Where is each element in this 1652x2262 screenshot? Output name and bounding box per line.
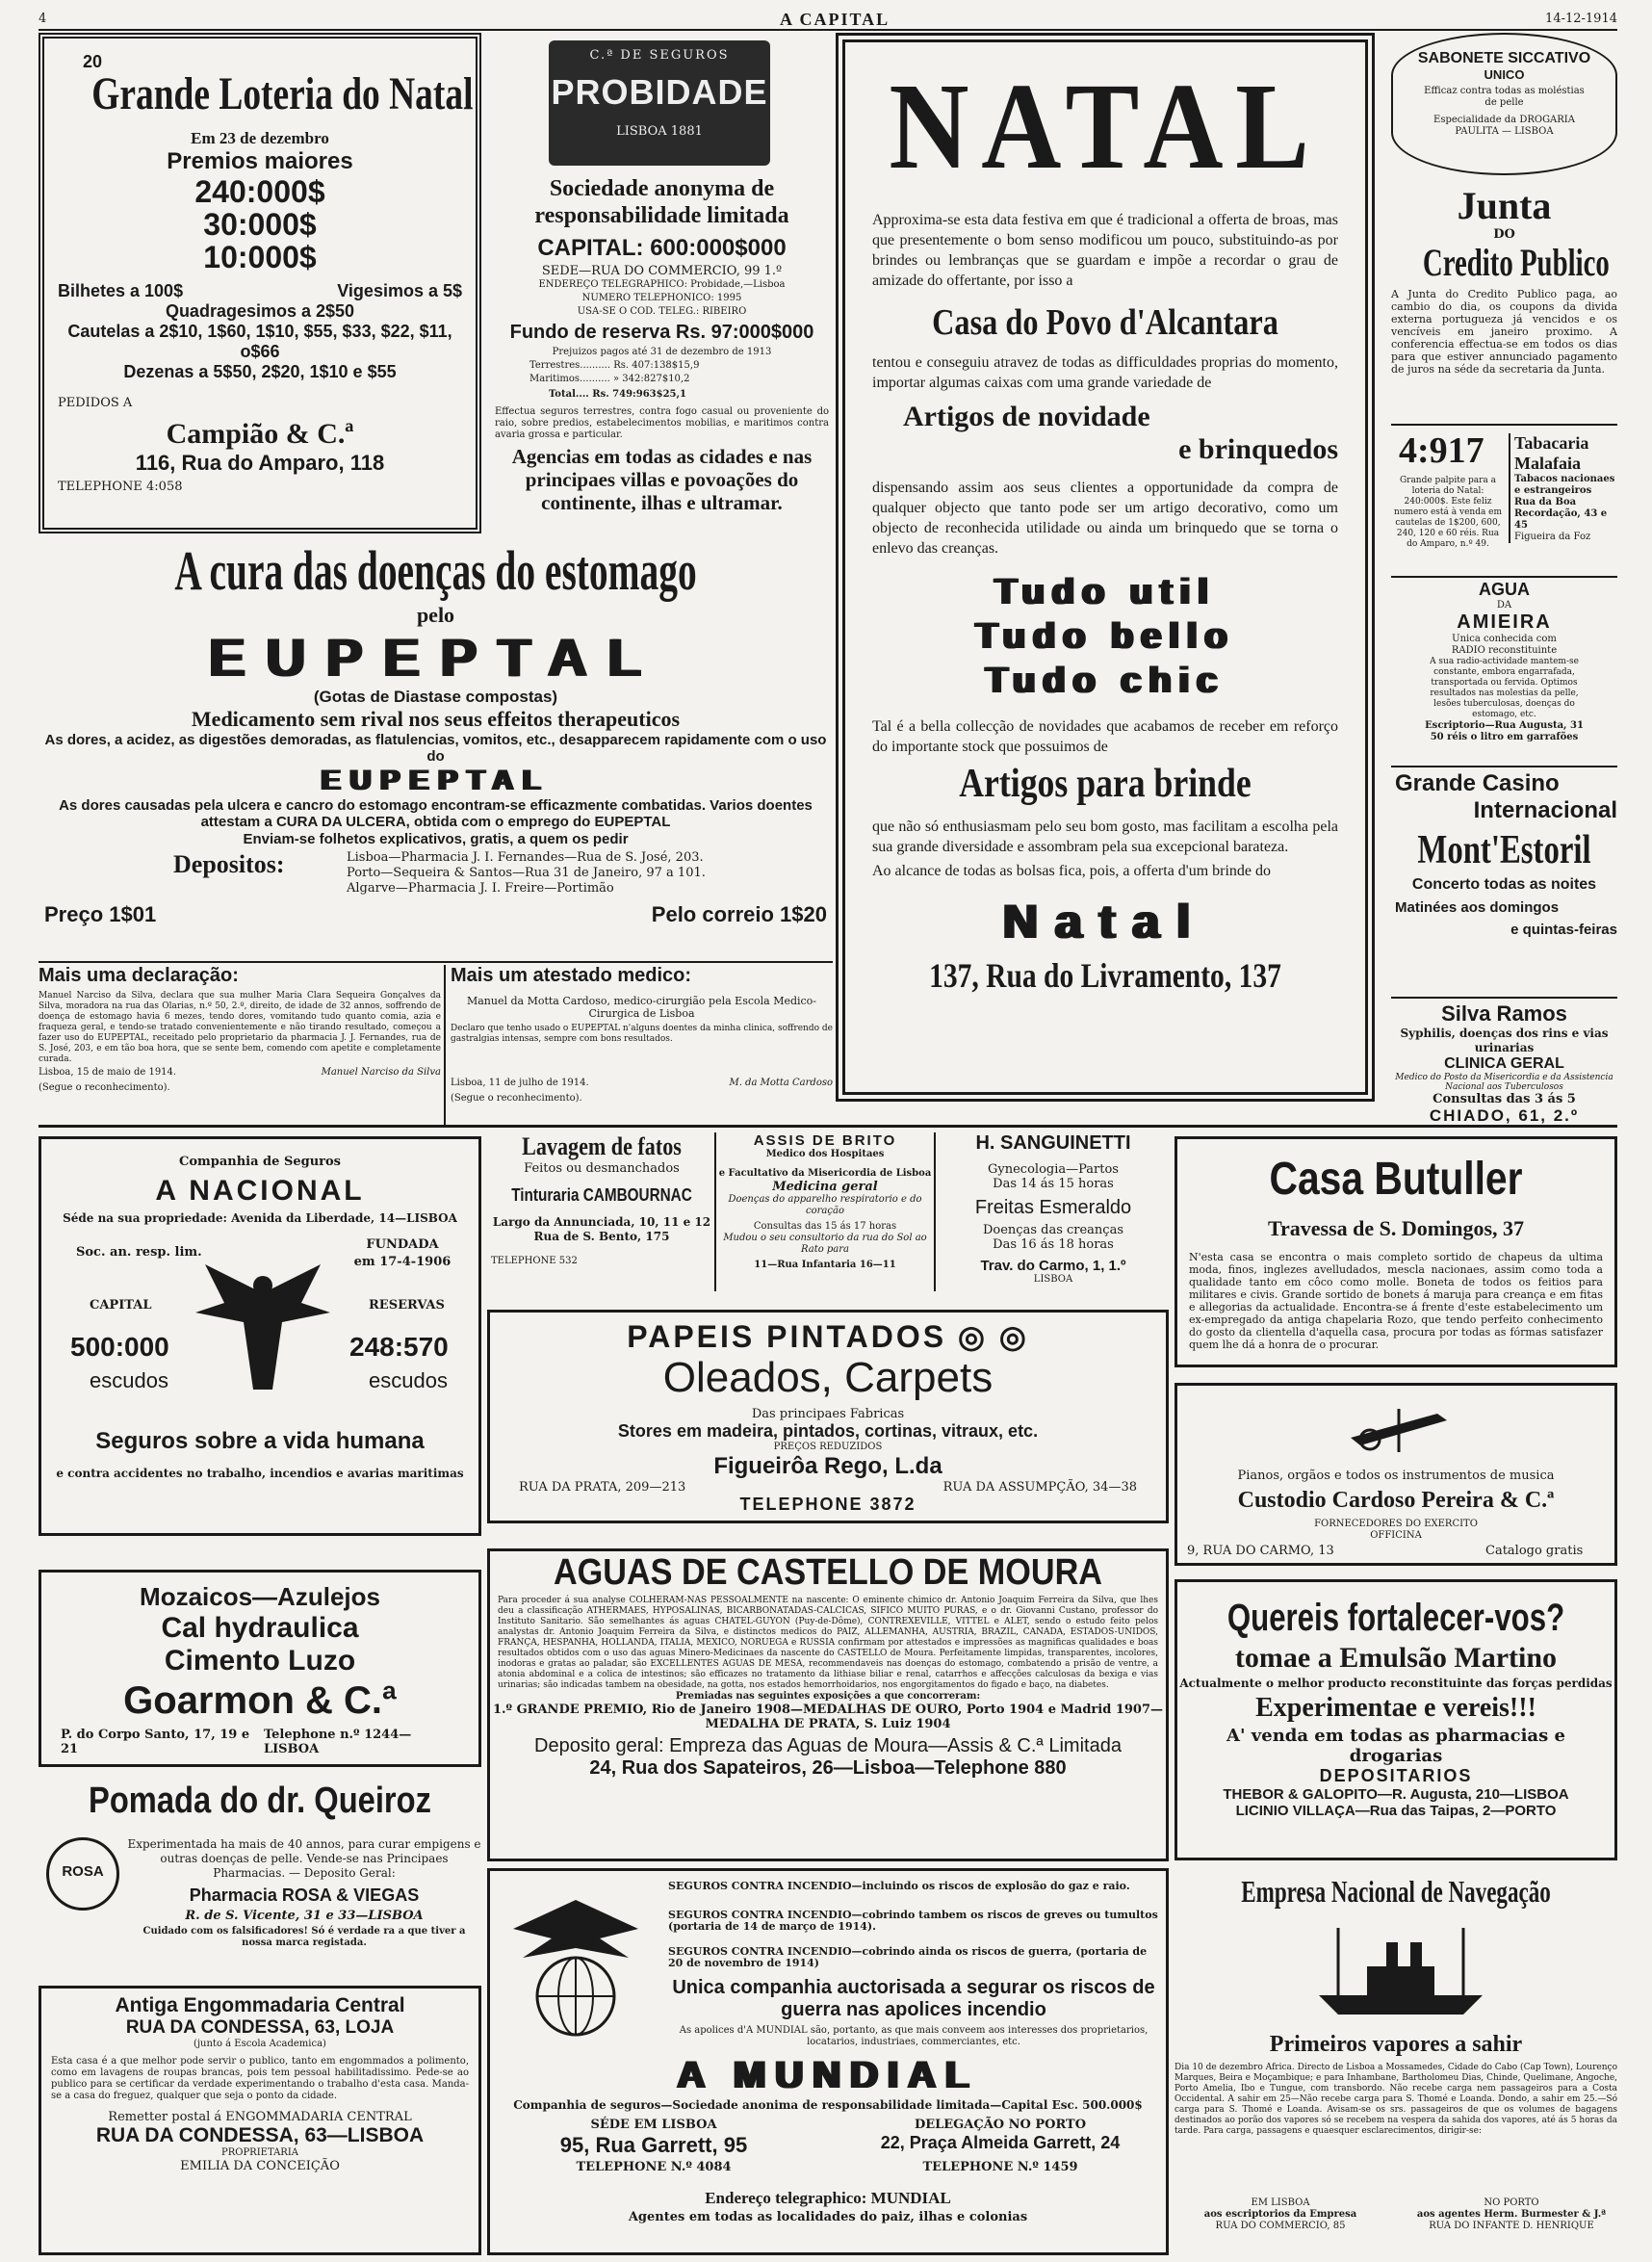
nacional-capital-label: CAPITAL: [90, 1298, 152, 1313]
divider: [444, 965, 446, 1127]
sang-freitas: Freitas Esmeraldo: [974, 1197, 1132, 1218]
agua-amieira: AMIEIRA: [1457, 611, 1552, 633]
mozaicos-address: P. do Corpo Santo, 17, 19 e 21: [61, 1728, 250, 1756]
aguas-premiadas: Premiadas nas seguintes exposições a que concorreram:: [675, 1691, 981, 1702]
rosa-seal-icon: [46, 1837, 119, 1911]
loteria-ad: [39, 33, 481, 533]
divider: [1391, 424, 1617, 426]
papeis-telephone: TELEPHONE 3872: [739, 1495, 916, 1514]
atest-heading: Mais um atestado medico:: [451, 965, 692, 986]
probidade-text: Effectua seguros terrestres, contra fogo casual ou proveniente do raio, sobre predios, estabelecimentos mobilias, e maritimos contra avaria grossa e particular.: [495, 406, 829, 440]
agua-amieira-ad: [1391, 580, 1617, 763]
quereis-thebor: THEBOR & GALOPITO—R. Augusta, 210—LISBOA: [1223, 1786, 1569, 1803]
casino-internacional: Internacional: [1473, 797, 1617, 823]
natal-ad: [836, 33, 1375, 1102]
empreza-porto: NO PORTO: [1484, 2197, 1539, 2208]
eupeptal-dep2: Porto—Sequeira & Santos—Rua 31 de Janeiro, 97 a 101.: [347, 866, 706, 880]
casino-grande: Grande Casino: [1395, 770, 1560, 796]
silva-consultas: Consultas das 3 ás 5: [1433, 1092, 1576, 1106]
loteria-line2: Quadragesimos a 2$50: [165, 301, 355, 321]
spiral-icon: ◎ ◎: [958, 1319, 1029, 1354]
custodio-address: 9, RUA DO CARMO, 13: [1187, 1544, 1334, 1558]
empreza-rua-commercio: RUA DO COMMERCIO, 85: [1215, 2221, 1346, 2231]
eupeptal-preco: Preço 1$01: [44, 902, 157, 926]
lavagem-ad: [491, 1132, 712, 1291]
loteria-logo: 20: [83, 52, 103, 71]
engom-proprietaria: PROPRIETARIA: [220, 2147, 298, 2158]
silva-clinica: CLINICA GERAL: [1444, 1055, 1564, 1072]
agua-title: AGUA: [1479, 580, 1530, 599]
natal-p4: Tal é a bella collecção de novidades que acabamos de receber em reforço do importante stock que possuimos de: [872, 718, 1338, 755]
probidade-agencias: Agencias em todas as cidades e nas principaes villas e povoações do continente, ilhas e ultramar.: [511, 445, 813, 514]
eupeptal-medicamento: Medicamento sem rival nos seus effeitos therapeuticos: [191, 707, 681, 731]
papeis-assumpcao: RUA DA ASSUMPÇÃO, 34—38: [942, 1480, 1137, 1495]
eupeptal-gotas: (Gotas de Diastase compostas): [313, 688, 558, 706]
quereis-experimentae: Experimentae e vereis!!!: [1255, 1693, 1536, 1723]
atest-sign-row: [451, 1078, 833, 1089]
junta-ad: [1391, 185, 1617, 406]
junta-title: Junta: [1457, 184, 1552, 227]
eupeptal-headline: A cura das doenças do estomago: [174, 539, 697, 602]
mundial-lisboa: 95, Rua Garrett, 95: [559, 2133, 748, 2157]
butuller-text: N'esta casa se encontra o mais completo sortido de chapeus da ultima moda, finos, inglezes avelludados, mescla nacionaes, assim como toda a qualidade tanto em côco como molle. Boneta de todos os feitios para militares e civis. Grande sortido de bonets á maruja para creança e em fitas e allegorias da actualidade. Encontra-se á frente d'este estabelecimento um ex-empregado da antiga chapelaria Rozo, que tendo perfeito conhecimento do gosto da clientella d'aquella casa, procura por todas as fórmas satisfazer quem lhe dá a honra de o procurar.: [1189, 1251, 1603, 1351]
mundial-agentes: Agentes em todas as localidades do paiz, ilhas e colonias: [628, 2210, 1028, 2224]
loteria-p3: 10:000$: [203, 240, 317, 274]
instruments-icon: [1341, 1399, 1457, 1457]
probidade-ribbon: C.ª DE SEGUROS: [589, 48, 730, 63]
quereis-emulsao: tomae a Emulsão Martino: [1234, 1642, 1558, 1674]
papeis-stores: Stores em madeira, pintados, cortinas, vitraux, etc.: [617, 1421, 1039, 1441]
probidade-fundo: Fundo de reserva Rs. 97:000$000: [509, 322, 814, 343]
silva-medico: Medico do Posto da Misericordia e da Assistencia Nacional aos Tuberculosos: [1395, 1073, 1613, 1092]
eupeptal-prices: [39, 902, 833, 927]
aguas-text: Para proceder á sua analyse COLHERAM-NAS PESSOALMENTE na nascente: O eminente chimico dr. Antonio Joaquim Ferreira da Silva, que lhes deu a classificação ATHERMAES, HYPOSALINAS, BICARBONATADAS-CALCICAS, SIFICO MUITO PURAS, e o dr. Giovanni Custano, professor do Instituto Sanitario. São semelhantes ás aguas CHATEL-GUYON (Puy-de-Dôme), CONTREXEVILLE, VITTEL e ALET, sendo o estudo feito pelos analystas dr. Antonio Joaquim Ferreira da Silva, e distinctos medicos do PAIZ, ALLEMANHA, AUSTRIA, BRAZIL, CANADA, ESTADOS-UNIDOS, FRANÇA, HESPANHA, HOLLANDA, ITALIA, MEXICO, NORUEGA e RUSSIA confirmam por attestados e impressões as magnificas qualidades e boas resultados obtidos com o uso das aguas Minero-Medicinaes da nascente do CASTELLO de Moura. Perfeitamente limpidas, transparentes, incolores, inodoras e gratas ao paladar, são EXCELLENTES AGUAS DE MESA, recommendaveis nas doenças do estomago, combatendo a prisão de ventre, a atonia abdominal e a colica de intestinos; são efficazes no tratamento da lithiase biliar e renal, catarrhos e affecções calculosas da bexiga e vias urinarias; são indicadas tambem na obesidade, na gotta, nos estados hemorrhoidarios, nos engorgitamentos do figado e baço, na diabetes.: [498, 1596, 1158, 1690]
pomada-ad: [39, 1780, 481, 1982]
loteria-address: 116, Rua do Amparo, 118: [135, 451, 385, 475]
junta-text: A Junta do Credito Publico paga, ao cambio do dia, os coupons da divida externa portugueza já vencidos e os vencíveis em janeiro proximo. A conferencia effectua-se em todos os dias para que estiver annunciado pagamento de juros na séde da secretaria da Junta.: [1391, 288, 1617, 376]
natal-title: NATAL: [889, 58, 1322, 195]
nacional-data: em 17-4-1906: [353, 1255, 452, 1269]
agua-da: DA: [1496, 600, 1512, 611]
sabonete-title: SABONETE SICCATIVO: [1417, 50, 1591, 66]
probidade-endereco: ENDEREÇO TELEGRAPHICO: Probidade,—Lisboa: [538, 279, 786, 290]
silva-ramos-ad: [1391, 1001, 1617, 1125]
casino-ad: [1391, 770, 1617, 997]
page-number: 4: [39, 12, 47, 26]
loteria-telephone: TELEPHONE 4:058: [58, 480, 183, 494]
paper-title: A CAPITAL: [780, 10, 891, 29]
agua-preco: 50 réis o litro em garrafões: [1430, 732, 1579, 742]
divider: [39, 1125, 1617, 1128]
probidade-telephone: NUMERO TELEPHONICO: 1995: [581, 293, 742, 303]
custodio-fornecedores: FORNECEDORES DO EXERCITO: [1314, 1519, 1478, 1529]
mundial-tel1: TELEPHONE N.º 4084: [576, 2160, 732, 2174]
empreza-rua-infante: RUA DO INFANTE D. HENRIQUE: [1429, 2221, 1594, 2231]
eagle-globe-icon: [503, 1881, 648, 2044]
atest-date: Lisboa, 11 de julho de 1914.: [451, 1078, 589, 1088]
quereis-ad: [1174, 1579, 1617, 1860]
eupeptal-pelo: pelo: [416, 603, 455, 627]
probidade-total: Total.... Rs. 749:963$25,1: [549, 389, 686, 400]
loteria-line3: Cautelas a 2$10, 1$60, 1$10, $55, $33, $22, $11, o$66: [67, 322, 452, 361]
nacional-sede: Séde na sua propriedade: Avenida da Liberdade, 14—LISBOA: [63, 1211, 457, 1225]
divider: [1391, 997, 1617, 999]
winged-figure-icon: [186, 1255, 340, 1399]
butuller-travessa: Travessa de S. Domingos, 37: [1267, 1216, 1525, 1240]
mundial-seguro1: SEGUROS CONTRA INCENDIO—incluindo os riscos de explosão do gaz e raio.: [668, 1880, 1130, 1892]
papeis-pintados: PAPEIS PINTADOS: [627, 1319, 947, 1354]
agua-escriptorio: Escriptorio—Rua Augusta, 31: [1425, 720, 1584, 731]
aguas-address: 24, Rua dos Sapateiros, 26—Lisboa—Telephone 880: [589, 1757, 1067, 1779]
probidade-codigo: USA-SE O COD. TELEG.: RIBEIRO: [577, 306, 747, 317]
silva-address: CHIADO, 61, 2.º: [1429, 1106, 1580, 1125]
papeis-figueiroa: Figueirôa Rego, L.da: [713, 1453, 942, 1479]
mozaicos-cal: Cal hydraulica: [161, 1612, 359, 1644]
tabacaria-title: Tabacaria: [1514, 433, 1589, 453]
assis-medico: Medico dos Hospitaes: [765, 1149, 885, 1159]
mundial-unica: Unica companhia auctorisada a segurar os riscos de guerra nas apolices incendio: [672, 1977, 1155, 2020]
tabacaria-rua: Rua da Boa Recordação, 43 e 45: [1514, 497, 1608, 531]
divider: [934, 1132, 936, 1291]
masthead: [39, 10, 1617, 31]
probidade-city: LISBOA 1881: [616, 124, 703, 139]
quereis-venda: A' venda em todas as pharmacias e drogarias: [1226, 1726, 1565, 1766]
loteria-premios: Premios maiores: [167, 148, 353, 174]
aguas-deposito: Deposito geral: Empreza das Aguas de Moura—Assis & C.ª Limitada: [534, 1735, 1122, 1756]
quereis-actual: Actualmente o melhor producto reconstituinte das forças perdidas: [1179, 1677, 1613, 1690]
sang-horas2: Das 16 ás 18 horas: [993, 1237, 1114, 1252]
tabacaria-box: [1509, 433, 1617, 543]
casino-quintas: e quintas-feiras: [1510, 922, 1617, 938]
empreza-escriptorios: aos escriptorios da Empresa: [1203, 2209, 1357, 2220]
eupeptal-line2: As dores causadas pela ulcera e cancro do estomago encontram-se efficazmente combatidas. Varios doentes attestam a CURA DA ULCERA, obtida com o emprego do EUPEPTAL: [59, 797, 813, 830]
pomada-pharmacia: Pharmacia ROSA & VIEGAS: [189, 1885, 420, 1905]
divider: [39, 961, 833, 963]
casino-name: Mont'Estoril: [1417, 828, 1591, 872]
probidade-sede: SEDE—RUA DO COMMERCIO, 99 1.º: [541, 264, 783, 278]
mundial-ad: [487, 1868, 1169, 2255]
aguas-ad: [487, 1548, 1169, 1861]
empreza-lisboa: EM LISBOA: [1251, 2197, 1310, 2208]
atest-segue: (Segue o reconhecimento).: [451, 1093, 582, 1104]
mundial-endereco: Endereço telegraphico: MUNDIAL: [705, 2189, 951, 2207]
nacional-name: A NACIONAL: [155, 1175, 365, 1207]
tabacaria-ad: [1391, 429, 1617, 574]
eupeptal-correio: Pelo correio 1$20: [651, 902, 827, 926]
pomada-cuidado: Cuidado com os falsificadores! Só é verdade ra a que tiver a nossa marca registada.: [142, 1926, 466, 1948]
decl-sign-row: [39, 1067, 441, 1079]
casino-matinees: Matinées aos domingos: [1395, 899, 1560, 916]
tabacaria-tabacos: Tabacos nacionaes e estrangeiros: [1514, 474, 1615, 496]
aguas-title: AGUAS DE CASTELLO DE MOURA: [553, 1552, 1103, 1593]
probidade-ad: [491, 33, 833, 533]
nacional-soc: Soc. an. resp. lim.: [76, 1245, 202, 1260]
assis-name: ASSIS DE BRITO: [753, 1132, 897, 1149]
loteria-pedidos: PEDIDOS A: [58, 396, 133, 410]
eupeptal-name2: EUPEPTAL: [321, 765, 551, 796]
loteria-p1: 240:000$: [194, 174, 325, 209]
natal-p2: tentou e conseguiu atravez de todas as difficuldades proprias do momento, importar algumas caixas com uma grande variedade de: [872, 354, 1338, 391]
nacional-companhia: Companhia de Seguros: [178, 1155, 341, 1169]
sabonete-drogaria: Especialidade da DROGARIA PAULITA — LISBOA: [1433, 115, 1575, 137]
mundial-seguro3: SEGUROS CONTRA INCENDIO—cobrindo ainda os riscos de guerra, (portaria de 20 de novembro de 1914): [668, 1945, 1148, 1969]
natal-artigos1: Artigos de novidade: [903, 401, 1150, 432]
decl-heading: Mais uma declaração:: [39, 965, 239, 986]
decl-date: Lisboa, 15 de maio de 1914.: [39, 1067, 177, 1078]
papeis-precos: PREÇOS REDUZIDOS: [773, 1442, 883, 1452]
natal-p5: que não só enthusiasmam pelo seu bom gosto, mas facilitam a escolha pela sua grande diversidade e assombram pela sua excepcional barateza.: [872, 819, 1338, 855]
quereis-depositarios: DEPOSITARIOS: [1319, 1766, 1473, 1785]
loteria-bilhetes: Bilhetes a 100$: [58, 281, 184, 300]
decl-text: Manuel Narciso da Silva, declara que sua mulher Maria Clara Sequeira Gonçalves da Silva, moradora na rua das Olarias, n.º 50, 2.º, direito, de idade de 32 annos, soffrendo de doença de estomago havia 6 mezes, tendo dores, vomitando tudo quanto comia, azia e fraqueza geral, e tendo-se tratado convenientemente e não tirando resultado, começou a fazer uso do EUPEPTAL, receitado pelo proprietario da pharmacia J. J. Fernandes, rua de S. José, 203, e em tão boa hora, que se sente bem, comendo com apetite e completamente curada.: [39, 991, 441, 1064]
quereis-licinio: LICINIO VILLAÇA—Rua das Taipas, 2—PORTO: [1235, 1803, 1557, 1819]
nacional-vida: Seguros sobre a vida humana: [95, 1428, 425, 1454]
custodio-catalogo: Catalogo gratis: [1485, 1544, 1584, 1558]
sang-gyneco: Gynecologia—Partos: [988, 1162, 1119, 1177]
eupeptal-line3: Enviam-se folhetos explicativos, gratis, a quem os pedir: [243, 831, 629, 847]
loteria-p2: 30:000$: [203, 207, 317, 242]
loteria-line4: Dezenas a 5$50, 2$20, 1$10 e $55: [123, 362, 397, 381]
natal-p3: dispensando assim aos seus clientes a opportunidade da compra de qualquer objecto que tanto pode ser um artigo decorativo, como um objecto de reconhecida utilidade ou ainda um brinquedo que se torna o enlevo das creanças.: [872, 480, 1338, 557]
engom-rua: RUA DA CONDESSA, 63, LOJA: [125, 2017, 395, 2038]
natal-tudo-chic: Tudo chic: [985, 661, 1226, 701]
assis-doencas: Doenças do apparelho respiratorio e do coração: [728, 1194, 922, 1216]
assis-mudou: Mudou o seu consultorio da rua do Sol ao Rato para: [723, 1233, 927, 1255]
pomada-address: R. de S. Vicente, 31 e 33—LISBOA: [185, 1909, 424, 1923]
custodio-pianos: Pianos, orgãos e todos os instrumentos de musica: [1237, 1469, 1555, 1483]
divider: [1391, 766, 1617, 767]
mundial-seguro2: SEGUROS CONTRA INCENDIO—cobrindo tambem os riscos de greves ou tumultos (portaria de 14 de março de 1914).: [668, 1909, 1158, 1933]
assis-consultas: Consultas das 15 ás 17 horas: [753, 1221, 897, 1232]
loteria-date: Em 23 de dezembro: [191, 129, 329, 147]
eupeptal-dep3: Algarve—Pharmacia J. I. Freire—Portimão: [347, 881, 614, 896]
sang-creancas: Doenças das creanças: [982, 1223, 1124, 1237]
decl-signature: Manuel Narciso da Silva: [321, 1067, 441, 1078]
tabacaria-figueira: Figueira da Foz: [1514, 532, 1591, 542]
mundial-delegacao: DELEGAÇÃO NO PORTO: [914, 2118, 1087, 2132]
tabacaria-malafaia: Malafaia: [1514, 454, 1581, 473]
natal-brinde: Artigos para brinde: [959, 762, 1252, 806]
pomada-text: Experimentada ha mais de 40 annos, para curar empigens e outras doenças de pelle. Vende-se nas Principaes Pharmacias. — Deposito Geral:: [127, 1837, 481, 1880]
natal-casa: Casa do Povo d'Alcantara: [932, 302, 1278, 343]
natal-tudo-util: Tudo util: [994, 572, 1216, 612]
lavagem-largo: Largo da Annunciada, 10, 11 e 12: [492, 1215, 711, 1229]
engom-emilia: EMILIA DA CONCEIÇÃO: [180, 2159, 340, 2173]
eupeptal-ad: [39, 539, 833, 959]
custodio-name: Custodio Cardoso Pereira & C.ª: [1237, 1488, 1555, 1513]
eupeptal-dep-label: Depositos:: [173, 850, 285, 878]
atestado-ad: [451, 965, 833, 1127]
assis-ad: [718, 1132, 932, 1291]
eupeptal-line1: As dores, a acidez, as digestões demoradas, as flatulencias, vomitos, etc., desapparecem rapidamente com o uso do: [44, 732, 827, 765]
natal-p6: Ao alcance de todas as bolsas fica, pois, a offerta d'um brinde do: [872, 863, 1272, 879]
sang-lisboa: LISBOA: [1033, 1274, 1073, 1285]
tabacaria-text: Grande palpite para a loteria do Natal: 240:000$. Este feliz numero está à venda em cautelas de 1$200, 600, 240, 120 e 60 réis. Rua do Amparo, n.º 49.: [1393, 476, 1503, 549]
natal-artigos2: e brinquedos: [1178, 433, 1338, 465]
agua-text: A sua radio-actividade mantem-se constante, embora engarrafada, transportada ou fervida. Optimos resultados nas molestias da pelle, lesões tuberculosas, doenças do estomago, etc.: [1430, 657, 1579, 719]
nacional-reservas: 248:570: [349, 1332, 449, 1362]
natal-name: Natal: [1002, 895, 1208, 949]
casino-concerto: Concerto todas as noites: [1411, 876, 1597, 893]
tabacaria-number: 4:917: [1399, 430, 1484, 471]
engom-junto: (junto á Escola Academica): [194, 2039, 326, 2049]
agua-radio: Unica conhecida com RADIO reconstituinte: [1451, 634, 1558, 656]
sabonete-unico: UNICO: [1484, 67, 1525, 82]
sang-name: H. SANGUINETTI: [975, 1132, 1131, 1154]
empreza-text: Dia 10 de dezembro Africa. Directo de Lisboa a Mossamedes, Cidade do Cabo (Cap Town), Lourenço Marques, Beira e Moçambique; e para Inhambane, Bartholomeu Dias, Chinde, Quelimane, Angoche, Porto Amelia, Ibo e Tungue, com transbordo. Não recebe carga nem passageiros para a Costa Occidental. A sahir em 25—Não recebe carga para S. Thomé e Loanda. Dondo, a sahir em 25.—Só carga para S. Thomé e Loanda. Avisam-se os srs. passageiros de que os volumes de bagagens destinados ao porão dos vapores só se recebem na vespera da sahida dos vapores, até ás 5 horas da tarde. Para carga, passagens e quaesquer esclarecimentos, dirigir-se:: [1174, 2063, 1617, 2136]
loteria-firm: Campião & C.ª: [166, 418, 354, 450]
loteria-line1: [44, 273, 476, 301]
sang-horas1: Das 14 ás 15 horas: [993, 1177, 1114, 1191]
nacional-escudos2: escudos: [369, 1368, 448, 1392]
custodio-officina: OFFICINA: [1370, 1530, 1422, 1541]
eupeptal-name: EUPEPTAL: [209, 627, 662, 688]
probidade-terrestres: Terrestres.......... Rs. 407:138$15,9: [529, 360, 700, 371]
sabonete-desc: Efficaz contra todas as moléstias de pelle: [1424, 86, 1585, 108]
mundial-name: A MUNDIAL: [677, 2054, 979, 2096]
assis-facultativo: e Facultativo da Misericordia de Lisboa: [718, 1168, 932, 1179]
papeis-oleados: Oleados, Carpets: [662, 1354, 994, 1401]
nacional-escudos1: escudos: [90, 1368, 168, 1392]
probidade-name: PROBIDADE: [551, 72, 768, 112]
nacional-reservas-label: RESERVAS: [369, 1298, 445, 1313]
mundial-sede: SÉDE EM LISBOA: [590, 2118, 717, 2132]
divider: [1391, 576, 1617, 578]
divider: [714, 1132, 716, 1291]
atest-signature: M. da Motta Cardoso: [729, 1078, 833, 1088]
decl-segue: (Segue o reconhecimento).: [39, 1082, 170, 1093]
issue-date: 14-12-1914: [1545, 12, 1617, 26]
lavagem-feitos: Feitos ou desmanchados: [524, 1161, 680, 1176]
engom-remetter: Remetter postal á ENGOMMADARIA CENTRAL: [108, 2110, 412, 2124]
probidade-maritimos: Maritimos.......... » 342:827$10,2: [529, 374, 690, 384]
lavagem-rua: Rua de S. Bento, 175: [533, 1230, 670, 1243]
mundial-text: As apolices d'A MUNDIAL são, portanto, as que mais conveem aos interesses dos proprietarios, locatarios, industriaes, commerciantes, etc.: [679, 2025, 1149, 2047]
custodio-ad: [1174, 1383, 1617, 1566]
mozaicos-address-row: [41, 1724, 478, 1756]
butuller-ad: [1174, 1136, 1617, 1367]
lavagem-title: Lavagem de fatos: [522, 1132, 682, 1160]
pomada-title: Pomada do dr. Queiroz: [89, 1781, 431, 1821]
loteria-vigesimos: Vigesimos a 5$: [337, 281, 462, 300]
empreza-ad: [1174, 1872, 1617, 2257]
probidade-pagos: Prejuizos pagos até 31 de dezembro de 1913: [552, 347, 772, 357]
empreza-vapores: Primeiros vapores a sahir: [1269, 2032, 1523, 2057]
mozaicos-title: Mozaicos—Azulejos: [140, 1582, 380, 1611]
sabonete-ad: [1391, 33, 1617, 175]
nacional-accidentes: e contra accidentes no trabalho, incendios e avarias maritimas: [56, 1467, 464, 1480]
probidade-capital: CAPITAL: 600:000$000: [537, 235, 787, 261]
sanguinetti-ad: [938, 1132, 1169, 1291]
mozaicos-goarmon: Goarmon & C.ª: [123, 1679, 397, 1722]
mundial-porto: 22, Praça Almeida Garrett, 24: [880, 2133, 1121, 2152]
declaracao-ad: [39, 965, 441, 1127]
aguas-premios: 1.º GRANDE PREMIO, Rio de Janeiro 1908—MEDALHAS DE OURO, Porto 1904 e Madrid 1907—MEDALHA DE PRATA, S. Luiz 1904: [492, 1703, 1164, 1731]
sang-address: Trav. do Carmo, 1, 1.º: [980, 1258, 1126, 1274]
empreza-title: Empresa Nacional de Navegação: [1241, 1874, 1551, 1909]
eupeptal-dep1: Lisboa—Pharmacia J. I. Fernandes—Rua de S. José, 203.: [347, 850, 704, 865]
loteria-title: Grande Loteria do Natal: [91, 68, 474, 119]
papeis-ad: [487, 1310, 1169, 1523]
papeis-prata: RUA DA PRATA, 209—213: [519, 1480, 686, 1495]
nacional-capital: 500:000: [70, 1332, 169, 1362]
natal-address: 137, Rua do Livramento, 137: [929, 956, 1281, 995]
butuller-title: Casa Butuller: [1269, 1154, 1523, 1205]
natal-tudo-bello: Tudo bello: [975, 616, 1235, 657]
mozaicos-tel: Telephone n.º 1244—LISBOA: [263, 1728, 412, 1756]
atest-text: Declaro que tenho usado o EUPEPTAL n'alguns doentes da minha clinica, soffrendo de gastralgias intensas, sempre com bons resultados.: [451, 1024, 833, 1044]
engom-text: Esta casa é a que melhor pode servir o publico, tanto em engommados a polimento, como em lavagens de roupas brancas, pois tem pessoal habilitadissimo. Pede-se ao publico para se certificar da verdade experimentando o trabalho d'esta casa. Manda-se a casa do freguez, qualquer que seja o ponto da cidade.: [51, 2056, 469, 2101]
engom-title: Antiga Engommadaria Central: [115, 1994, 405, 2016]
mundial-tel2: TELEPHONE N.º 1459: [922, 2160, 1078, 2174]
assis-medicina: Medicina geral: [772, 1180, 878, 1194]
lavagem-tinturaria: Tinturaria CAMBOURNAC: [511, 1185, 692, 1205]
junta-credito: Credito Publico: [1422, 241, 1610, 284]
mundial-companhia: Companhia de seguros—Sociedade anonima de responsabilidade limitada—Capital Esc. 500.000$: [513, 2098, 1143, 2112]
silva-name: Silva Ramos: [1441, 1001, 1567, 1026]
quereis-title: Quereis fortalecer-vos?: [1226, 1597, 1565, 1639]
probidade-logo: [549, 40, 770, 166]
mozaicos-ad: [39, 1570, 481, 1767]
mozaicos-cimento: Cimento Luzo: [164, 1645, 356, 1677]
natal-p1: Approxima-se esta data festiva em que é tradicional a offerta de broas, mas que presentemente o bom senso modificou um pouco, substituindo-as por brindes ou lembranças que se guardam e impõe a recordar o grau de amizade do offertante, por isso a: [872, 212, 1338, 289]
atest-line1: Manuel da Motta Cardoso, medico-cirurgião pela Escola Medico-Cirurgica de Lisboa: [466, 995, 817, 1020]
nacional-ad: [39, 1136, 481, 1536]
papeis-title: [490, 1318, 1166, 1355]
assis-address: 11—Rua Infantaria 16—11: [754, 1260, 896, 1270]
probidade-heading: Sociedade anonyma de responsabilidade limitada: [534, 176, 789, 228]
eupeptal-depositos: [39, 848, 833, 902]
engom-ad: [39, 1986, 481, 2255]
silva-specialty: Syphilis, doenças dos rins e vias urinarias: [1400, 1027, 1609, 1054]
lavagem-tel: TELEPHONE 532: [491, 1256, 578, 1266]
pomada-seal: ROSA: [62, 1863, 104, 1880]
papeis-fabricas: Das principaes Fabricas: [751, 1407, 905, 1421]
papeis-address-row: [490, 1480, 1166, 1495]
junta-do: DO: [1493, 227, 1515, 242]
nacional-fundada: FUNDADA: [366, 1237, 439, 1252]
engom-address: RUA DA CONDESSA, 63—LISBOA: [95, 2124, 425, 2146]
empreza-agentes: aos agentes Herm. Burmester & J.ª: [1416, 2209, 1607, 2220]
steamship-icon: [1309, 1918, 1492, 2024]
